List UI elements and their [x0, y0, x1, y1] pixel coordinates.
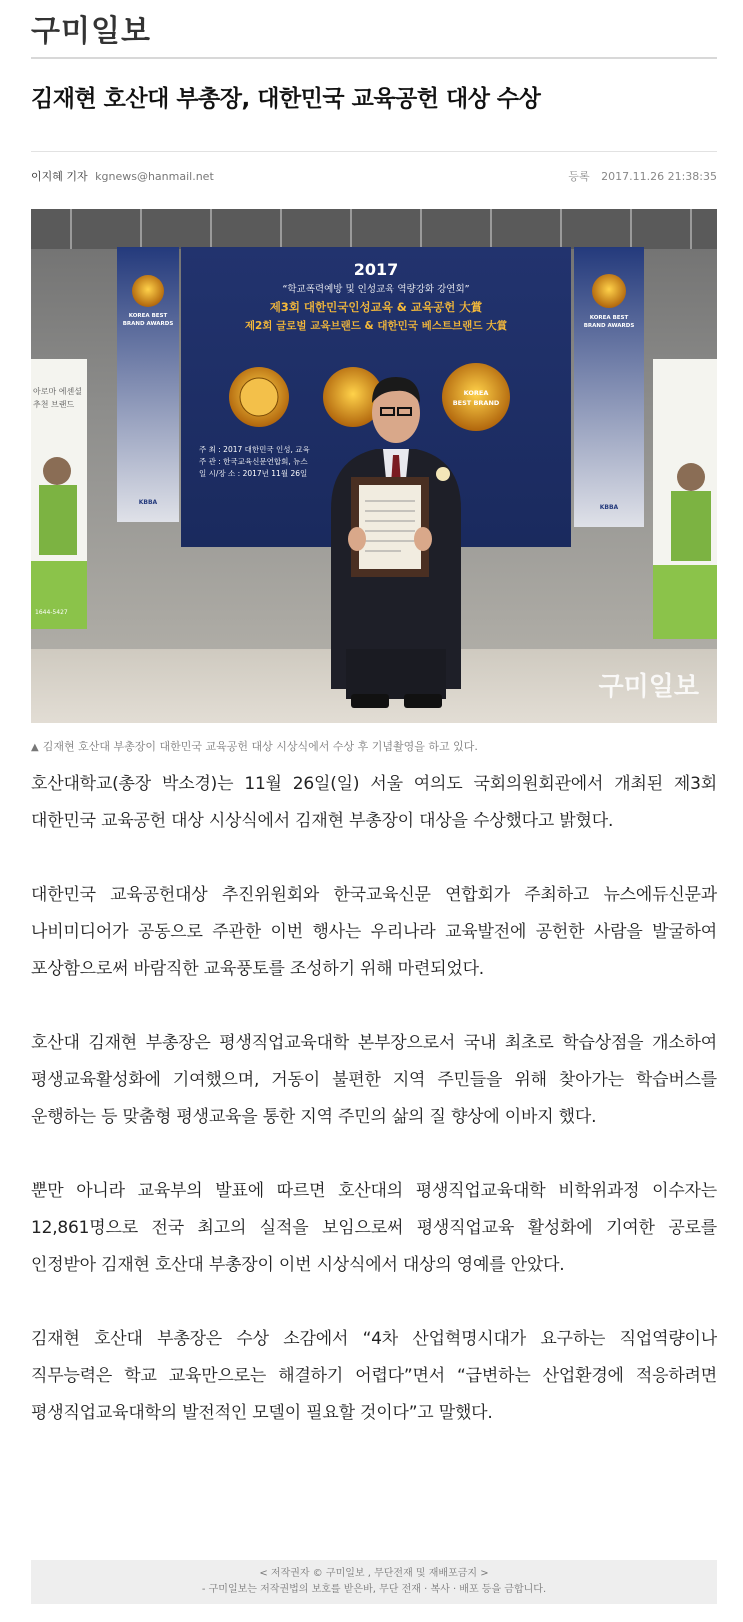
- banner-line2: 제3회 대한민국인성교육 & 교육공헌 大賞: [269, 300, 483, 314]
- photo-caption: [31, 738, 478, 754]
- svg-text:KBBA: KBBA: [599, 504, 619, 511]
- corsage-icon: [436, 467, 450, 481]
- date-value: 2017.11.26 21:38:35: [601, 170, 717, 183]
- paragraph: 대한민국 교육공헌대상 추진위원회와 한국교육신문 연합회가 주최하고 뉴스에듀신문과 나비미디어가 공동으로 주관한 이번 행사는 우리나라 교육발전에 공헌한 사람을 발굴하여 포상함으로써 바람직한 교육풍토를 조성하기 위해 마련되었다.: [31, 885, 717, 979]
- divider: [31, 57, 717, 59]
- ad-phone: 1644-5427: [35, 609, 68, 616]
- paragraph: 호산대학교(총장 박소경)는 11월 26일(일) 서울 여의도 국회의원회관에서 개최된 제3회 대한민국 교육공헌 대상 시상식에서 김재현 부총장이 대상을 수상했다고 밝혔다.: [31, 774, 717, 831]
- banner-info3: 일 시/장 소 : 2017년 11월 26일: [199, 469, 308, 478]
- svg-text:KOREA BEST: KOREA BEST: [128, 313, 168, 319]
- site-logo[interactable]: 구미일보: [31, 14, 151, 49]
- article-photo: [31, 209, 717, 723]
- banner-info2: 주 관 : 한국교육신문연합회, 뉴스: [199, 457, 308, 466]
- divider: [31, 151, 717, 152]
- banner-year: 2017: [353, 260, 399, 279]
- svg-text:BRAND AWARDS: BRAND AWARDS: [122, 321, 174, 327]
- award-logo-icon: [592, 274, 626, 308]
- paragraph: 김재현 호산대 부총장은 수상 소감에서 “4차 산업혁명시대가 요구하는 직업역량이나 직무능력은 학교 교육만으로는 해결하기 어렵다”면서 “급변하는 산업환경에 적응하려면 평생직업교육대학의 발전적인 모델이 필요할 것이다”고 말했다.: [31, 1329, 717, 1423]
- caption-text: 김재현 호산대 부총장이 대한민국 교육공헌 대상 시상식에서 수상 후 기념촬영을 하고 있다.: [42, 740, 478, 753]
- copyright-footer: [31, 1560, 717, 1604]
- copyright-line: < 저작권자 © 구미일보 , 무단전재 및 재배포금지 >: [259, 1568, 489, 1579]
- paragraph: 호산대 김재현 부총장은 평생직업교육대학 본부장으로서 국내 최초로 학습상점을 개소하여 평생교육활성화에 기여했으며, 거동이 불편한 지역 주민들을 위해 찾아가는 학습버스를 운행하는 등 맞춤형 평생교육을 통한 지역 주민의 삶의 질 향상에 이바지 했다.: [31, 1033, 717, 1127]
- reporter-name: 이지혜 기자: [31, 170, 88, 183]
- left-side-banner: [117, 247, 179, 522]
- photo-watermark: 구미일보: [598, 672, 699, 702]
- copyright-notice: - 구미일보는 저작권법의 보호를 받은바, 무단 전재 · 복사 · 배포 등을 금합니다.: [201, 1584, 547, 1595]
- left-ad-standee: [31, 359, 87, 629]
- date-label: 등록: [568, 170, 590, 183]
- svg-text:KOREA BEST: KOREA BEST: [589, 315, 629, 321]
- article-body: [31, 766, 717, 1469]
- banner-line3: 제2회 글로벌 교육브랜드 & 대한민국 베스트브랜드 大賞: [244, 320, 508, 332]
- reporter-email[interactable]: kgnews@hanmail.net: [95, 170, 214, 183]
- svg-text:BRAND AWARDS: BRAND AWARDS: [583, 323, 635, 329]
- ad-line1: 아로마 에센셜: [33, 387, 82, 396]
- banner-line1: “학교폭력예방 및 인성교육 역량강화 강연회”: [282, 284, 470, 295]
- side-banner-org: KBBA: [138, 499, 158, 506]
- triangle-up-icon: ▲: [31, 742, 39, 753]
- byline: [31, 168, 214, 184]
- article-headline: 김재현 호산대 부총장, 대한민국 교육공헌 대상 수상: [31, 86, 541, 112]
- paragraph: 뿐만 아니라 교육부의 발표에 따르면 호산대의 평생직업교육대학 비학위과정 이수자는 12,861명으로 전국 최고의 실적을 보임으로써 평생직업교육 활성화에 기여한 공로를 인정받아 김재현 호산대 부총장이 이번 시상식에서 대상의 영예를 안았다.: [31, 1181, 717, 1275]
- published-date: [568, 168, 717, 184]
- svg-text:BEST BRAND: BEST BRAND: [452, 399, 500, 407]
- right-ad-standee: [653, 359, 717, 639]
- banner-info1: 주 최 : 2017 대한민국 인성, 교육: [199, 445, 310, 454]
- ad-line2: 추천 브랜드: [33, 400, 75, 409]
- best-brand-seal-icon: [442, 363, 510, 431]
- award-logo-icon: [132, 275, 164, 307]
- right-side-banner: [574, 247, 644, 527]
- svg-text:KOREA: KOREA: [463, 389, 489, 397]
